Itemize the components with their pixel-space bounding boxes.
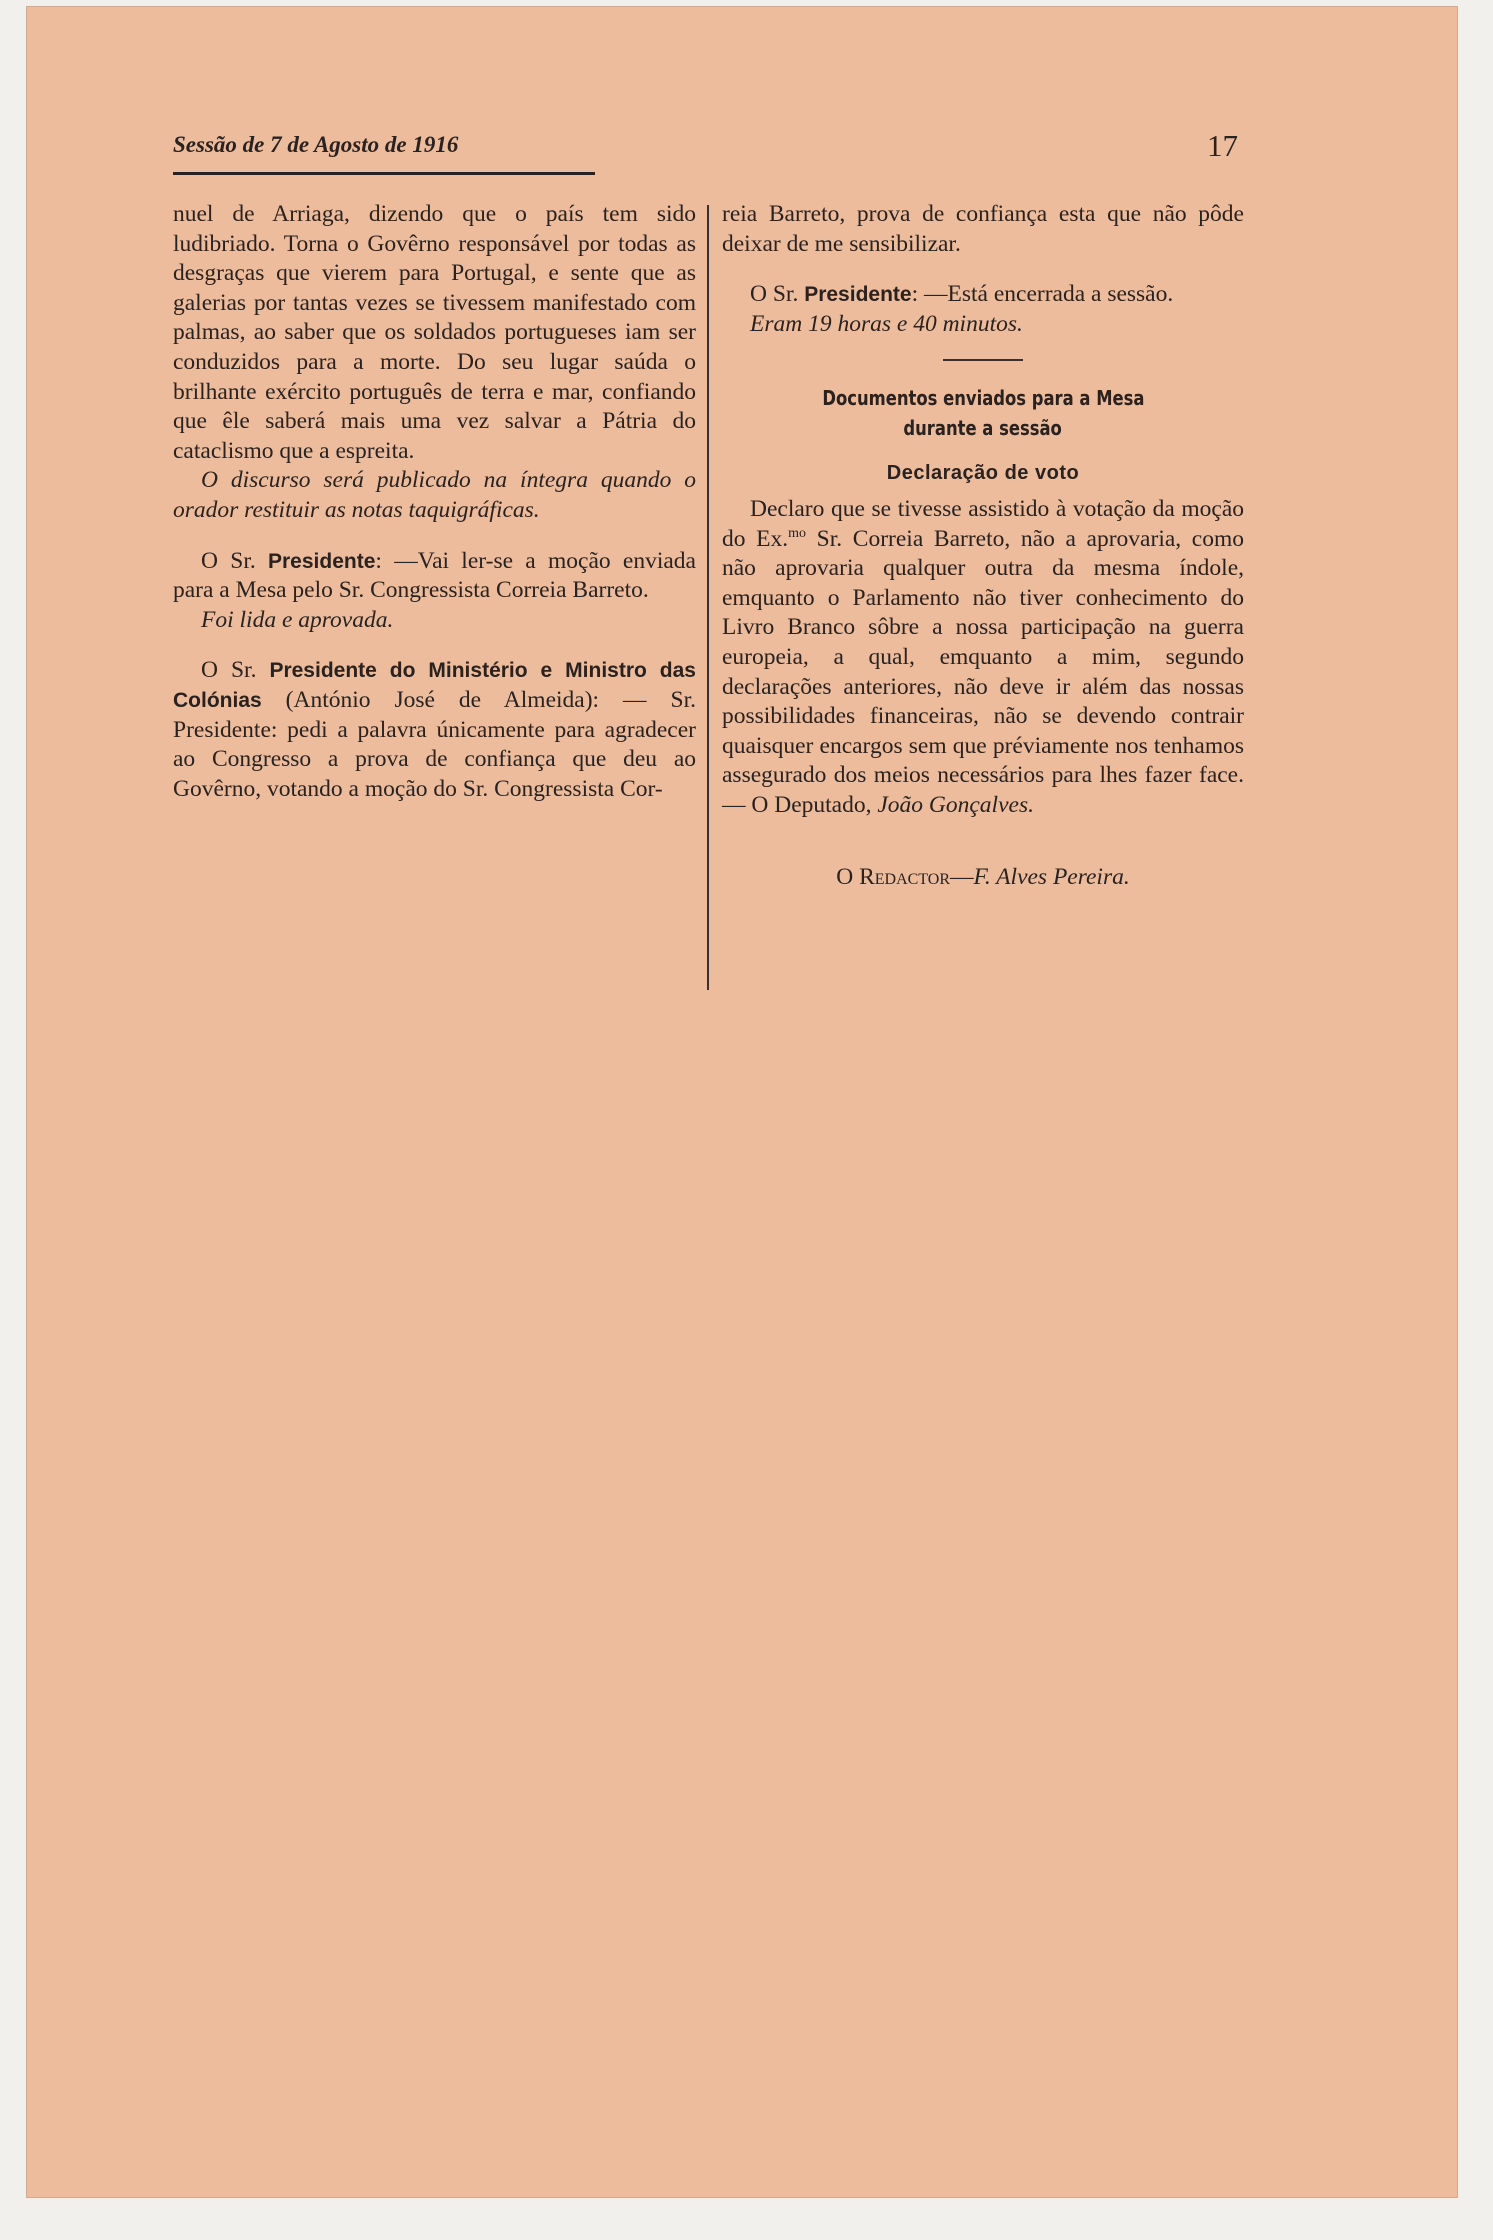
section-title-line: Documentos enviados para a Mesa — [821, 386, 1145, 411]
declaration-title: Declaração de voto — [886, 462, 1080, 485]
speech-text: (António José de Almeida): — Sr. Presidente: pedi a palavra únicamente para agradecer ao Congresso a prova de confiança que deu ao Govêrno, votando a moção do Sr. Congressista Cor- — [173, 686, 696, 802]
right-column — [722, 200, 1244, 892]
redactor-dash: — — [950, 863, 974, 890]
speech-paragraph — [722, 280, 1244, 310]
section-title — [722, 383, 1244, 443]
running-head: Sessão de 7 de Agosto de 1916 — [173, 132, 459, 157]
speaker-name: Presidente — [268, 549, 376, 573]
speaker-name: Presidente — [804, 283, 912, 307]
editorial-note: Foi lida e aprovada. — [201, 606, 394, 633]
speech-text: : —Vai ler-se a moção enviada para a Mesa pelo Sr. Congressista Correia Barreto. — [173, 547, 696, 604]
left-column — [173, 200, 696, 804]
section-title-line: durante a sessão — [903, 416, 1063, 441]
speech-paragraph — [173, 656, 696, 804]
page-number: 17 — [1207, 128, 1238, 163]
signature: João Gonçalves. — [877, 791, 1034, 818]
page-header — [173, 128, 1238, 172]
column-divider — [707, 205, 709, 990]
declaration-text-part: Sr. Correia Barreto, não a aprovaria, como não aprovaria qualquer outra da mesma índole, emquanto o Parlamento não tiver conhecimento do Livro Branco sôbre a nossa participação na guerra europeia, a qual, emquanto a mim, segundo declarações anteriores, não deve ir além das nossas possibilidades financeiras, não se devendo contrair quaisquer encargos sem que préviamente nos tenhamos assegurado dos meios necessários para lhes fazer face.— O Deputado, — [722, 525, 1245, 818]
superscript: mo — [788, 525, 807, 541]
section-rule — [943, 359, 1023, 361]
paragraph: reia Barreto, prova de confiança esta que não pôde deixar de me sensibilizar. — [722, 201, 1244, 257]
paragraph: nuel de Arriaga, dizendo que o país tem sido ludibriado. Torna o Govêrno responsável por todas as desgraças que vierem para Portugal, e sente que as galerias por tantas vezes se tivessem manifestado com palmas, ao saber que os soldados portugueses iam ser conduzidos para a morte. Do seu lugar saúda o brilhante exército português de terra e mar, confiando que êle saberá mais uma vez salvar a Pátria do cataclismo que a espreita. — [173, 201, 696, 464]
declaration-text — [722, 495, 1244, 821]
redactor-name: F. Alves Pereira. — [973, 863, 1130, 890]
speech-lead: O Sr. — [750, 281, 805, 308]
editorial-note: Eram 19 horas e 40 minutos. — [750, 310, 1023, 337]
speech-text: : —Está encerrada a sessão. — [911, 281, 1174, 308]
declaration-text-part: Declaro que se tivesse assistido à votação da moção do Ex. — [722, 495, 1244, 552]
speech-paragraph — [173, 547, 696, 606]
header-rule — [173, 172, 595, 175]
redactor-line — [722, 863, 1244, 893]
editorial-note: O discurso será publicado na íntegra quando o orador restituir as notas taquigráficas. — [173, 467, 696, 523]
speech-lead: O Sr. — [201, 547, 268, 574]
speech-lead: O Sr. — [201, 657, 270, 684]
redactor-label: O Redactor — [836, 863, 951, 890]
speaker-name: Presidente do Ministério e Ministro das Colónias — [173, 659, 696, 712]
